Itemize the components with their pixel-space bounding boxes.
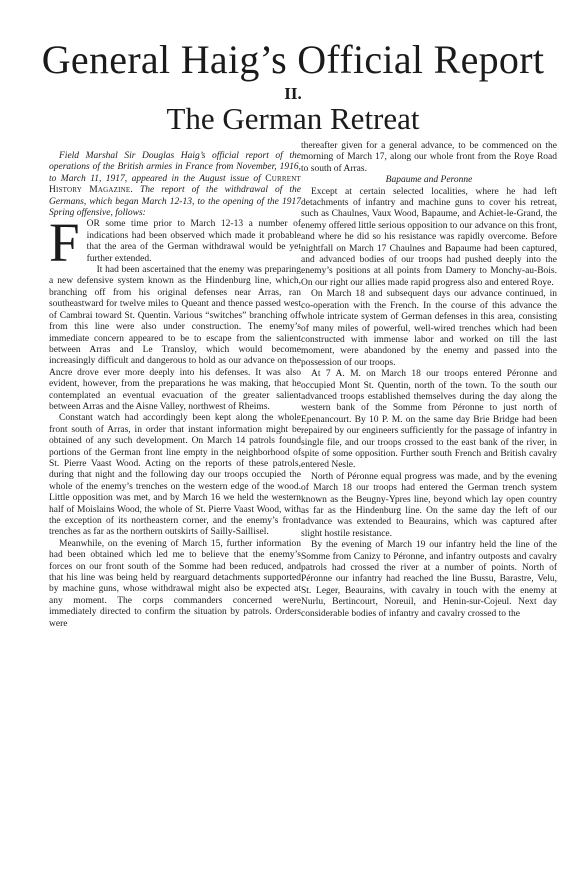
intro-text-after: The report of the withdrawal of the Germans, which began March 12-13, to the opening of the 1917 Spring offensive, follows: (49, 185, 301, 219)
drop-cap-letter: F (49, 212, 80, 274)
right-column (301, 141, 557, 620)
paragraph-8: At 7 A. M. on March 18 our troops entered Péronne and occupied Mont St. Quentin, north of the town. To the south our advanced troops established themselves during the day along the western bank of the Somme from Péronne to just north of Epenancourt. By 10 P. M. on the same day Brie Bridge had been repaired by our engineers sufficiently for the passage of infantry in single file, and our troops crossed to the east bank of the river, in spite of some opposition. Further south French and British cavalry entered Nesle. (301, 369, 557, 471)
left-column (49, 151, 301, 630)
magazine-name: Current History Magazine. (49, 173, 301, 196)
paragraph-7: On March 18 and subsequent days our advance continued, in co-operation with the French. In the course of this advance the whole intricate system of German defenses in this area, consisting of many miles of powerful, well-wired trenches which had been constructed with immense labor and worked on till the last moment, were abandoned by the enemy and passed into the possession of our troops. (301, 289, 557, 368)
paragraph-2: It had been ascertained that the enemy was preparing a new defensive system known as the Hindenburg line, which, branching off from his original defenses near Arras, ran southeastward for twelve miles to Queant and thence passed west of Cambrai toward St. Quentin. Various “switches” branching off from this line were also under construction. The enemy’s immediate concern appeared to be to escape from the salient between Arras and Le Transloy, which would become increasingly difficult and dangerous to hold as our advance on the Ancre drove ever more deeply into his defenses. It was also evident, however, from the preparations he was making, that he contemplated an eventual evacuation of the greater salient between Arras and the Aisne Valley, northwest of Rheims. (49, 265, 301, 412)
paragraph-4: Meanwhile, on the evening of March 15, further information had been obtained which led me to believe that the enemy’s forces on our front south of the Somme had been reduced, and that his line was being held by rearguard detachments supported by machine guns, whose withdrawal might also be expected at any moment. The corps commanders concerned were immediately directed to confirm the situation by patrols. Orders were (49, 538, 301, 629)
intro-paragraph (49, 151, 301, 219)
first-words: OR (86, 219, 100, 230)
part-numeral: II. (284, 84, 302, 103)
section-subhead: Bapaume and Peronne (385, 175, 473, 186)
paragraph-1-text: some time prior to March 12-13 a number of indications had been observed which made it probable that the area of the German withdrawal would be yet further extended. (86, 219, 301, 264)
paragraph-1 (49, 212, 301, 274)
paragraph-9: North of Péronne equal progress was made, and by the evening of March 18 our troops had entered the German trench system known as the Beugny-Ypres line, beyond which lay open country as far as the Hindenburg line. On the same day the left of our advance was extended to Beaurains, which was captured after slight hostile resistance. (301, 471, 557, 539)
paragraph-6: Except at certain selected localities, where he had left detachments of infantry and machine guns to cover his retreat, such as Chaulnes, Vaux Wood, Bapaume, and Achiet-le-Grand, the enemy offered little serious opposition to our advance on this front, and where he did so his resistance was rapidly overcome. Before nightfall on March 17 Chaulnes and Bapaume had been captured, and advanced bodies of our troops had pushed deeply into the enemy’s positions at all points from Damery to Monchy-au-Bois. On our right our allies made rapid progress also and entered Roye. (301, 186, 558, 288)
article-title: General Haig’s Official Report (41, 37, 545, 82)
paragraph-10: By the evening of March 19 our infantry held the line of the Somme from Canizy to Péronne, and infantry outposts and cavalry patrols had crossed the river at a number of points. North of Péronne our infantry had reached the line Bussu, Barastre, Velu, St. Leger, Beaurains, with cavalry in touch with the enemy at Nurlu, Bertincourt, Noreuil, and Henin-sur-Cojeul. Next day considerable bodies of infantry and cavalry crossed to the (301, 540, 557, 619)
paragraph-3: Constant watch had accordingly been kept along the whole front south of Arras, in order that instant information might be obtained of any such development. On March 14 patrols found portions of the German front line empty in the neighborhood of St. Pierre Vaast Wood. Acting on the reports of these patrols, during that night and the following day our troops occupied the whole of the enemy’s trenches on the western edge of the wood. Little opposition was met, and by March 16 we held the western half of Moislains Wood, the whole of St. Pierre Vaast Wood, with the exception of its northeastern corner, and the enemy’s front trenches as far as the northern outskirts of Sailly-Saillisel. (49, 413, 301, 538)
paragraph-5: thereafter given for a general advance, to be commenced on the morning of March 17, along our whole front from the Roye Road to south of Arras. (301, 141, 557, 174)
article-subtitle: The German Retreat (166, 101, 420, 136)
intro-text-before: Field Marshal Sir Douglas Haig’s official report of the operations of the British armies in France from November, 1916, to March 11, 1917, appeared in the August issue of (49, 151, 301, 184)
